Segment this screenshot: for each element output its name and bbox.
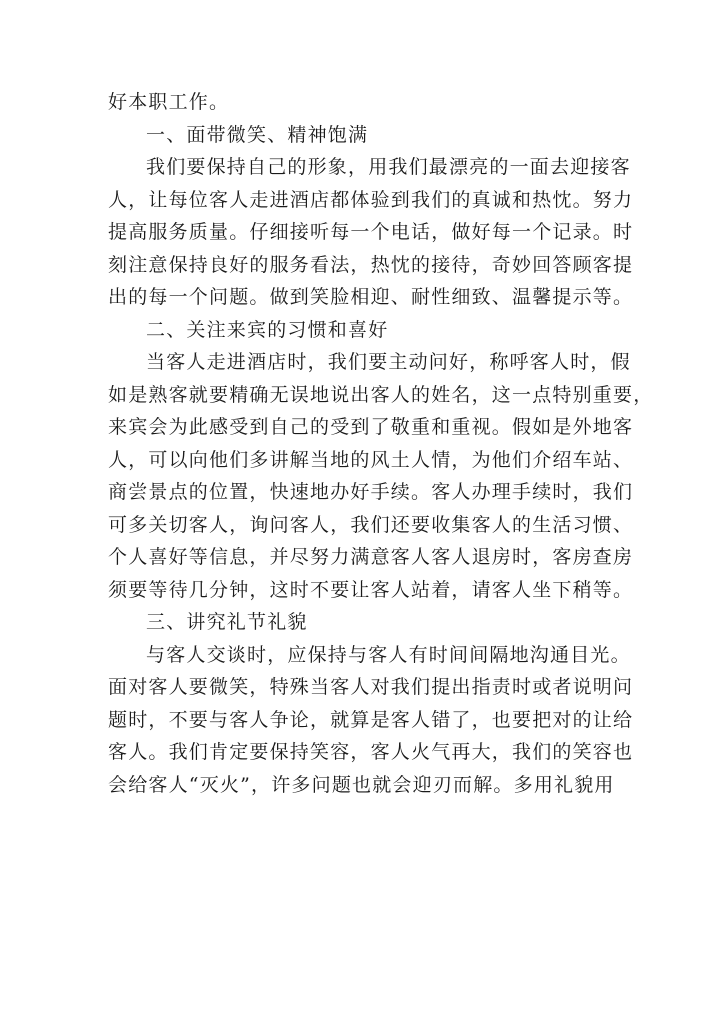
- body-line: 会给客人“灭火”，许多问题也就会迎刃而解。多用礼貌用: [108, 773, 615, 796]
- body-line: 刻注意保持良好的服务看法，热忱的接待，奇妙回答顾客提: [108, 253, 634, 276]
- body-line: 出的每一个问题。做到笑脸相迎、耐性细致、温馨提示等。: [108, 286, 634, 308]
- body-line: 与客人交谈时，应保持与客人有时间间隔地沟通目光。: [146, 643, 631, 666]
- body-line: 人，让每位客人走进酒店都体验到我们的真诚和热忱。努力: [108, 188, 634, 211]
- body-line: 我们要保持自己的形象，用我们最漂亮的一面去迎接客: [146, 156, 631, 178]
- section-body-1: [108, 151, 634, 314]
- section-heading-3: 三、讲究礼节礼貌: [146, 611, 308, 633]
- body-line: 如是熟客就要精确无误地说出客人的姓名，这一点特别重要，: [108, 383, 654, 406]
- document-page: [108, 86, 654, 801]
- body-line: 提高服务质量。仔细接听每一个电话，做好每一个记录。时: [108, 221, 634, 243]
- body-line: 客人。我们肯定要保持笑容，客人火气再大，我们的笑容也: [108, 741, 634, 763]
- body-line: 当客人走进酒店时，我们要主动问好，称呼客人时，假: [146, 351, 631, 373]
- lead-line: 好本职工作。: [108, 91, 230, 113]
- body-line: 可多关切客人，询问客人，我们还要收集客人的生活习惯、: [108, 513, 634, 536]
- body-line: 个人喜好等信息，并尽努力满意客人客人退房时，客房查房: [108, 546, 634, 568]
- section-heading-2: 二、关注来宾的习惯和喜好: [146, 318, 389, 341]
- body-line: 须要等待几分钟，这时不要让客人站着，请客人坐下稍等。: [108, 578, 634, 601]
- body-line: 题时，不要与客人争论，就算是客人错了，也要把对的让给: [108, 708, 634, 731]
- section-heading-1: 一、面带微笑、精神饱满: [146, 123, 369, 146]
- body-line: 人，可以向他们多讲解当地的风土人情，为他们介绍车站、: [108, 448, 634, 471]
- section-body-3: [108, 639, 634, 802]
- body-line: 面对客人要微笑，特殊当客人对我们提出指责时或者说明问: [108, 676, 634, 698]
- body-line: 来宾会为此感受到自己的受到了敬重和重视。假如是外地客: [108, 416, 634, 438]
- section-body-2: [108, 346, 654, 606]
- body-line: 商尝景点的位置，快速地办好手续。客人办理手续时，我们: [108, 481, 634, 503]
